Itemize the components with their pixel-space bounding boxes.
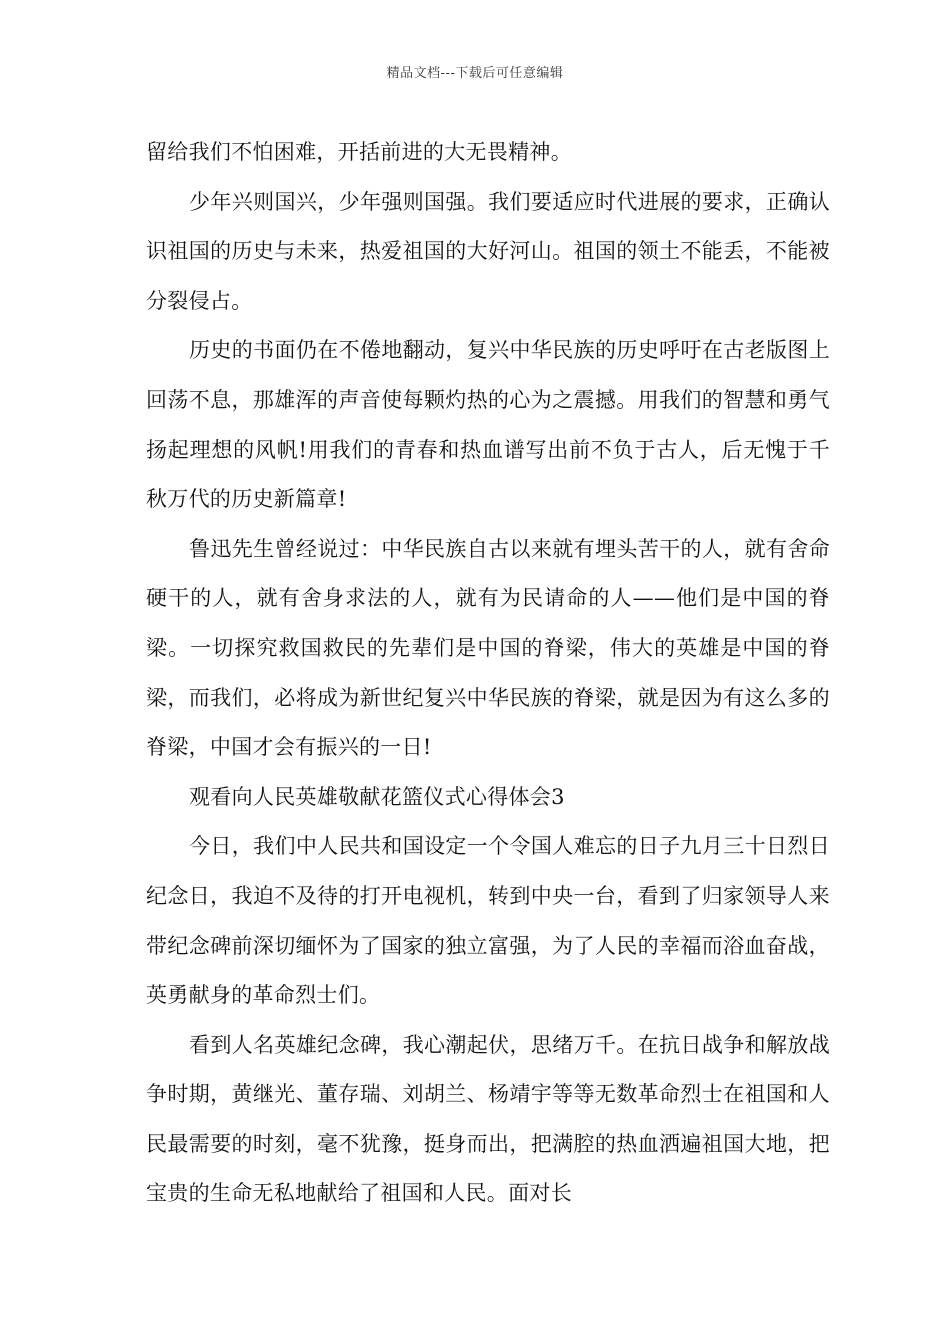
document-body (146, 128, 830, 1219)
page-header: 精品文档---下载后可任意编辑 (386, 66, 564, 81)
paragraph: 少年兴则国兴，少年强则国强。我们要适应时代进展的要求，正确认识祖国的历史与未来，热爱祖国的大好河山。祖国的领土不能丢，不能被分裂侵占。 (146, 189, 830, 313)
section-heading: 观看向人民英雄敬献花篮仪式心得体会3 (189, 784, 565, 809)
paragraph: 看到人名英雄纪念碑，我心潮起伏，思绪万千。在抗日战争和解放战争时期，黄继光、董存瑞、刘胡兰、杨靖宇等等无数革命烈士在祖国和人民最需要的时刻，毫不犹豫，挺身而出，把满腔的热血洒遍祖国大地，把宝贵的生命无私地献给了祖国和人民。面对长 (146, 1032, 830, 1206)
paragraph: 今日，我们中人民共和国设定一个令国人难忘的日子九月三十日烈日纪念日，我迫不及待的打开电视机，转到中央一台，看到了归家领导人来带纪念碑前深切缅怀为了国家的独立富强，为了人民的幸福而浴血奋战，英勇献身的革命烈士们。 (146, 834, 830, 1008)
paragraph: 历史的书面仍在不倦地翻动，复兴中华民族的历史呼吁在古老版图上回荡不息，那雄浑的声音使每颗灼热的心为之震撼。用我们的智慧和勇气扬起理想的风帆!用我们的青春和热血谱写出前不负于古人，后无愧于千秋万代的历史新篇章! (146, 338, 830, 512)
paragraph: 鲁迅先生曾经说过：中华民族自古以来就有埋头苦干的人，就有舍命硬干的人，就有舍身求法的人，就有为民请命的人——他们是中国的脊梁。一切探究救国救民的先辈们是中国的脊梁，伟大的英雄是中国的脊梁，而我们，必将成为新世纪复兴中华民族的脊梁，就是因为有这么多的脊梁，中国才会有振兴的一日! (146, 536, 830, 760)
paragraph: 留给我们不怕困难，开括前进的大无畏精神。 (146, 140, 572, 164)
